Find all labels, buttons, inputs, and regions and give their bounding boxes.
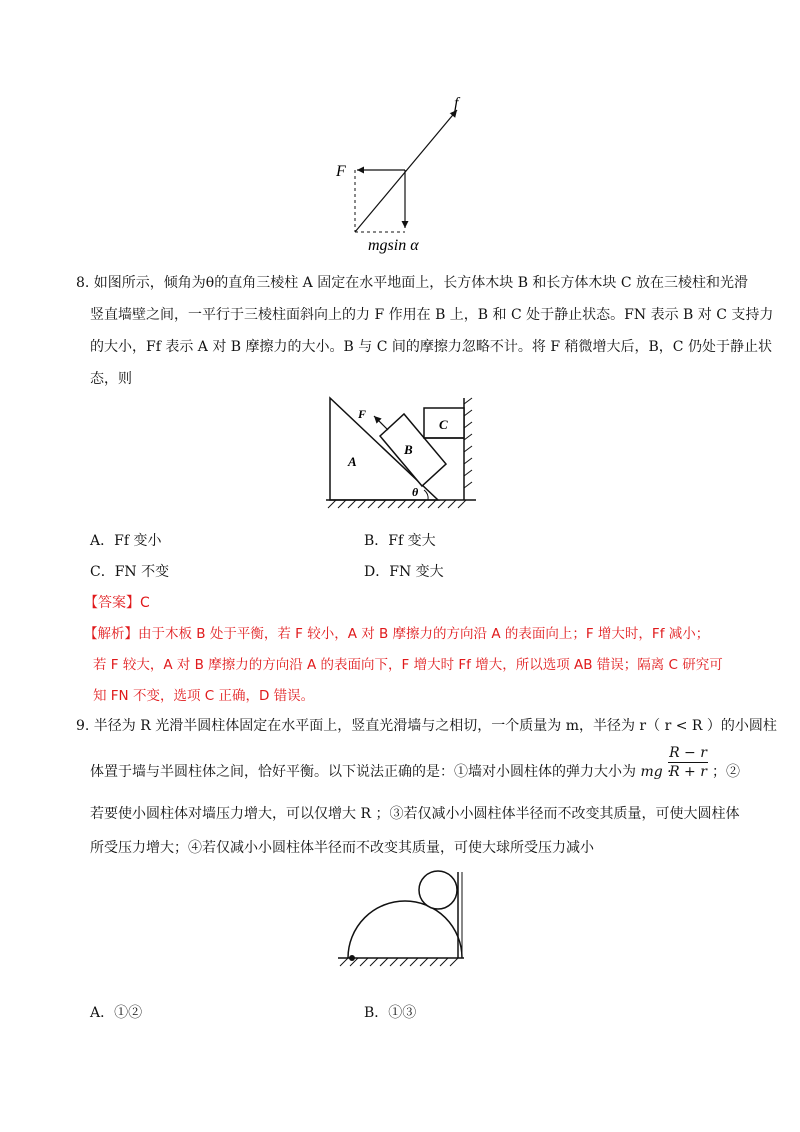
q9-line-4: 所受压力增大；④若仅减小小圆柱体半径而不改变其质量，可使大球所受压力减小 [90,840,594,856]
q8-analysis-2: 若 F 较大，A 对 B 摩擦力的方向沿 A 的表面向下，F 增大时 Ff 增大，所以选项 AB 错误；隔离 C 研究可 [93,657,723,673]
q9-line-1: 9. 半径为 R 光滑半圆柱体固定在水平面上，竖直光滑墙与之相切，一个质量为 m，半径为 r（ r < R ）的小圆柱 [76,718,777,734]
q9-option-b: B．①③ [364,1005,417,1021]
cylinder-diagram [334,866,470,970]
q8-answer: 【答案】C [84,595,150,611]
label-mgsin: mgsin α [368,237,419,254]
q8-line-3: 的大小，Ff 表示 A 对 B 摩擦力的大小。B 与 C 间的摩擦力忽略不计。将 F 稍微增大后，B，C 仍处于静止状 [90,339,772,355]
q8-line-2: 竖直墙壁之间，一平行于三棱柱面斜向上的力 F 作用在 B 上，B 和 C 处于静止状态。FN 表示 B 对 C 支持力 [90,307,774,323]
small-cylinder [419,871,457,909]
q8-option-a: A．Ff 变小 [90,533,162,549]
q9-option-a: A．①② [90,1005,143,1021]
label-F: F [336,163,346,180]
q8-option-d: D．FN 变大 [364,564,444,580]
q9-line-2: 体置于墙与半圆柱体之间，恰好平衡。以下说法正确的是：①墙对小圆柱体的弹力大小为 mg · [90,764,672,780]
q8-line-4: 态，则 [90,371,132,387]
label-A: A [348,454,357,469]
wedge-diagram [318,394,488,512]
q9-line-2-tail: ；② [712,764,740,780]
q9-numerator: R − r [669,745,707,761]
q9-fraction [668,744,708,781]
q8-line-1: 8. 如图所示，倾角为θ的直角三棱柱 A 固定在水平地面上，长方体木块 B 和长方体木块 C 放在三棱柱和光滑 [76,275,749,291]
q8-option-b: B．Ff 变大 [364,533,436,549]
diagonal-force-line [355,110,457,232]
label-theta: θ [412,485,419,499]
q9-line-3: 若要使小圆柱体对墙压力增大，可以仅增大 R ；③若仅减小小圆柱体半径而不改变其质量，可使大圆柱体 [90,806,740,822]
q8-analysis-1: 【解析】由于木板 B 处于平衡，若 F 较小，A 对 B 摩擦力的方向沿 A 的表面向上；F 增大时，Ff 减小； [84,626,710,642]
q9-mg: mg · [640,764,672,780]
label-F-block: F [358,407,367,421]
label-f: f [454,95,459,112]
half-cylinder [348,901,462,958]
force-diagram [330,92,480,257]
label-C: C [439,417,448,432]
q8-analysis-3: 知 FN 不变，选项 C 正确，D 错误。 [93,688,315,704]
q9-denominator: R + r [669,764,707,780]
q8-option-c: C．FN 不变 [90,564,170,580]
label-B: B [404,442,413,457]
